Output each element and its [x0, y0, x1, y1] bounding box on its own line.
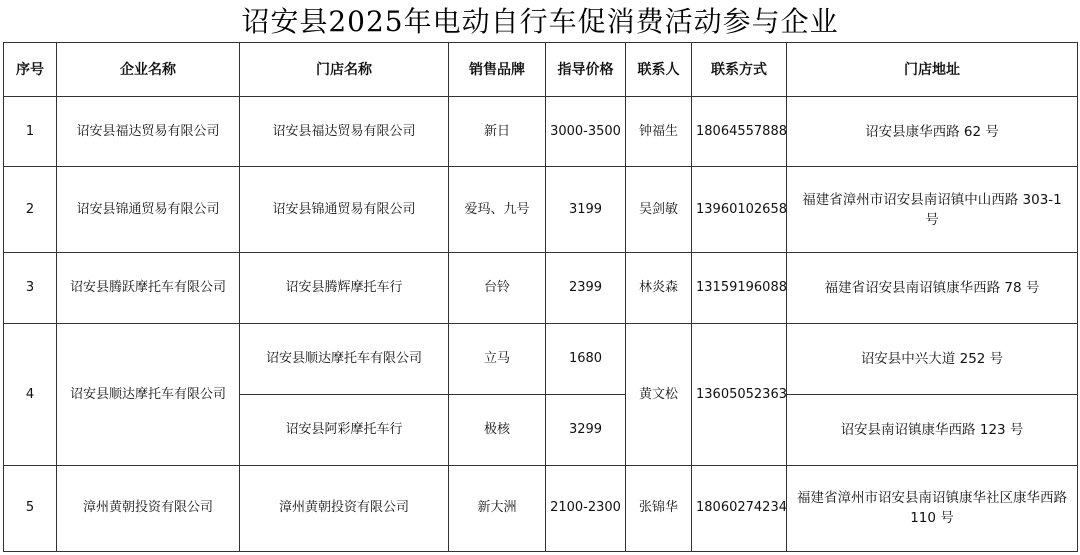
table-row: [4, 167, 1078, 253]
cell-address: 诏安县中兴大道 252 号: [787, 324, 1078, 394]
table-row: [4, 97, 1078, 167]
cell-address: 诏安县南诏镇康华西路 123 号: [787, 394, 1078, 465]
cell-phone: 13605052363: [692, 324, 787, 465]
cell-address: 福建省漳州市诏安县南诏镇康华社区康华西路 110 号: [787, 465, 1078, 551]
cell-price: 1680: [546, 324, 626, 394]
cell-company: 诏安县顺达摩托车有限公司: [57, 324, 240, 465]
cell-phone: 13159196088: [692, 253, 787, 324]
table-row: [4, 465, 1078, 551]
cell-store: 诏安县锦通贸易有限公司: [240, 167, 449, 253]
cell-store: 漳州黄朝投资有限公司: [240, 465, 449, 551]
header-price: 指导价格: [546, 43, 626, 97]
cell-address: 诏安县康华西路 62 号: [787, 97, 1078, 167]
document-title: 诏安县2025年电动自行车促消费活动参与企业: [241, 5, 839, 38]
header-contact: 联系人: [626, 43, 692, 97]
cell-contact: 钟福生: [626, 97, 692, 167]
cell-phone: 18060274234: [692, 465, 787, 551]
cell-no: 2: [4, 167, 57, 253]
cell-company: 漳州黄朝投资有限公司: [57, 465, 240, 551]
table-header-row: [4, 43, 1078, 97]
cell-no: 4: [4, 324, 57, 465]
cell-contact: 吴剑敏: [626, 167, 692, 253]
cell-brand: 极核: [449, 394, 546, 465]
cell-no: 1: [4, 97, 57, 167]
cell-company: 诏安县腾跃摩托车有限公司: [57, 253, 240, 324]
cell-price: 2399: [546, 253, 626, 324]
enterprise-table: [3, 42, 1078, 552]
header-phone: 联系方式: [692, 43, 787, 97]
header-address: 门店地址: [787, 43, 1078, 97]
cell-store: 诏安县腾辉摩托车行: [240, 253, 449, 324]
cell-store: 诏安县福达贸易有限公司: [240, 97, 449, 167]
cell-company: 诏安县福达贸易有限公司: [57, 97, 240, 167]
cell-store: 诏安县顺达摩托车有限公司: [240, 324, 449, 394]
cell-brand: 新日: [449, 97, 546, 167]
header-brand: 销售品牌: [449, 43, 546, 97]
header-no: 序号: [4, 43, 57, 97]
cell-no: 5: [4, 465, 57, 551]
table-row: [4, 253, 1078, 324]
header-company: 企业名称: [57, 43, 240, 97]
cell-no: 3: [4, 253, 57, 324]
cell-brand: 新大洲: [449, 465, 546, 551]
cell-contact: 张锦华: [626, 465, 692, 551]
cell-phone: 18064557888: [692, 97, 787, 167]
cell-brand: 爱玛、九号: [449, 167, 546, 253]
cell-price: 3199: [546, 167, 626, 253]
cell-brand: 立马: [449, 324, 546, 394]
cell-contact: 黄文松: [626, 324, 692, 465]
cell-company: 诏安县锦通贸易有限公司: [57, 167, 240, 253]
cell-store: 诏安县阿彩摩托车行: [240, 394, 449, 465]
header-store: 门店名称: [240, 43, 449, 97]
cell-brand: 台铃: [449, 253, 546, 324]
cell-contact: 林炎森: [626, 253, 692, 324]
cell-price: 3299: [546, 394, 626, 465]
cell-address: 福建省漳州市诏安县南诏镇中山西路 303-1 号: [787, 167, 1078, 253]
cell-price: 2100-2300: [546, 465, 626, 551]
cell-phone: 13960102658: [692, 167, 787, 253]
table-row: [4, 324, 1078, 394]
cell-address: 福建省诏安县南诏镇康华西路 78 号: [787, 253, 1078, 324]
cell-price: 3000-3500: [546, 97, 626, 167]
